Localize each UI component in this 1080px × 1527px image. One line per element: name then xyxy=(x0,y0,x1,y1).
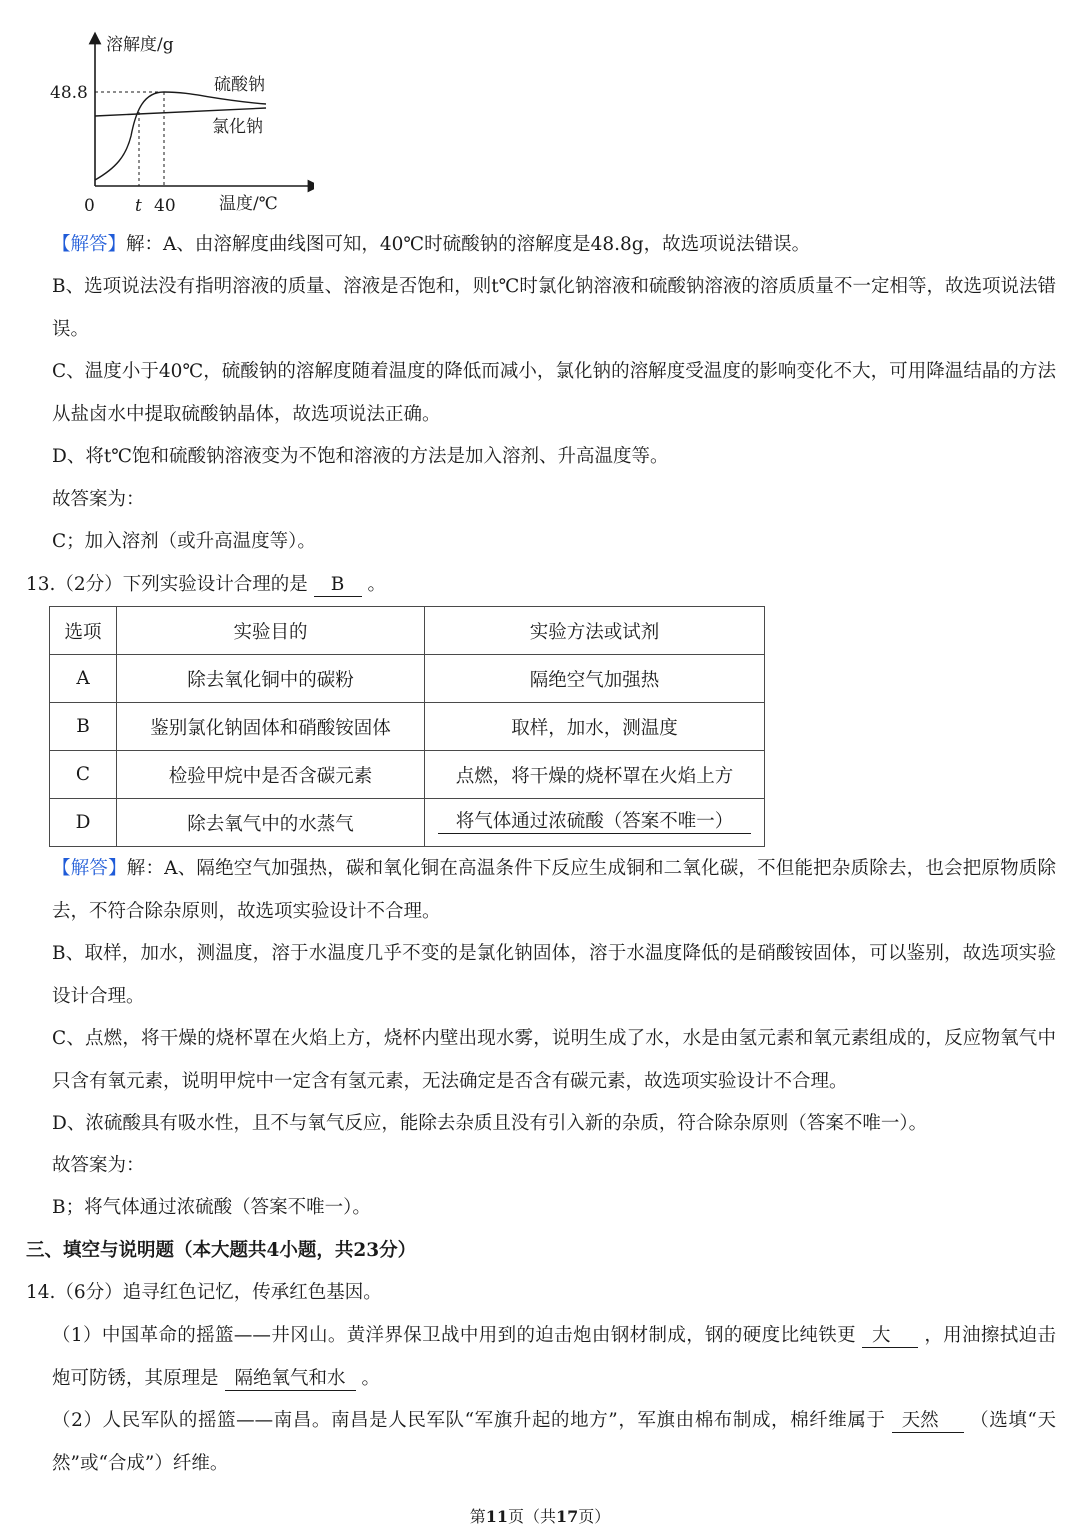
answer-tag: 【解答】 xyxy=(52,234,127,255)
q13-stem-text: 13.（2分）下列实验设计合理的是 xyxy=(26,574,308,595)
y-axis-label: 溶解度/g xyxy=(106,35,174,55)
q13-stem-end: 。 xyxy=(367,574,386,595)
q14-p1-text: ，用油擦拭迫击炮可防锈，其原理是 xyxy=(52,1325,1056,1389)
y-value-label: 48.8 xyxy=(50,83,88,103)
experiment-table xyxy=(49,606,765,847)
table-row xyxy=(50,751,765,799)
q14-blank-3: 天然 xyxy=(892,1410,964,1433)
table-cell: 鉴别氯化钠固体和硝酸铵固体 xyxy=(117,703,425,751)
table-cell xyxy=(425,799,765,847)
table-cell: 检验甲烷中是否含碳元素 xyxy=(117,751,425,799)
q13-answer-c: C、点燃，将干燥的烧杯罩在火焰上方，烧杯内壁出现水雾，说明生成了水，水是由氢元素和氧元素组成的，反应物氧气中只含有氧元素，说明甲烷中一定含有氢元素，无法确定是否含有碳元素，故选项实验设计不合理。 xyxy=(52,1028,1056,1092)
page-footer xyxy=(0,1504,1080,1527)
t-label: t xyxy=(135,196,142,216)
q12-answer-b: B、选项说法没有指明溶液的质量、溶液是否饱和，则t℃时氯化钠溶液和硫酸钠溶液的溶质质量不一定相等，故选项说法错误。 xyxy=(52,276,1056,340)
footer-text: 页（共 xyxy=(507,1507,556,1526)
table-cell: 除去氧气中的水蒸气 xyxy=(117,799,425,847)
q12-answer-so: 故答案为： xyxy=(52,489,145,510)
q13-answer-d: D、浓硫酸具有吸水性，且不与氧气反应，能除去杂质且没有引入新的杂质，符合除杂原则（答案不唯一）。 xyxy=(52,1113,928,1134)
q13-answer-so: 故答案为： xyxy=(52,1155,145,1176)
table-cell: 除去氧化铜中的碳粉 xyxy=(117,655,425,703)
answer-text: 解：A、隔绝空气加强热，碳和氧化铜在高温条件下反应生成铜和二氧化碳，不但能把杂质除去，也会把原物质除去，不符合除杂原则，故选项实验设计不合理。 xyxy=(52,858,1056,922)
table-cell: 取样，加水，测温度 xyxy=(425,703,765,751)
answer-tag: 【解答】 xyxy=(52,858,127,879)
table-answer-blank: 将气体通过浓硫酸（答案不唯一） xyxy=(438,811,752,834)
table-cell: B xyxy=(50,703,117,751)
table-header-cell: 实验方法或试剂 xyxy=(425,607,765,655)
section-title: 三、填空与说明题（本大题共4小题，共23分） xyxy=(26,1240,417,1261)
q12-answer-a xyxy=(52,224,1056,267)
footer-text: 页） xyxy=(578,1507,611,1526)
q13-stem xyxy=(26,564,1030,607)
q14-p2-text: （选填“天然”或“合成”）纤维。 xyxy=(52,1410,1056,1474)
sodium-chloride-curve xyxy=(95,108,266,116)
table-header-row xyxy=(50,607,765,655)
q14-p1-text: 。 xyxy=(361,1367,381,1389)
q14-p2-text: （2）人民军队的摇篮——南昌。南昌是人民军队“军旗升起的地方”，军旗由棉布制成，棉纤维属于 xyxy=(52,1410,886,1431)
table-cell: C xyxy=(50,751,117,799)
x-40-label: 40 xyxy=(154,196,176,216)
table-cell: 点燃，将干燥的烧杯罩在火焰上方 xyxy=(425,751,765,799)
table-cell: D xyxy=(50,799,117,847)
footer-text: 第 xyxy=(469,1507,486,1526)
q12-answer-final: C；加入溶剂（或升高温度等）。 xyxy=(52,531,316,552)
q14-stem: 14.（6分）追寻红色记忆，传承红色基因。 xyxy=(26,1282,382,1303)
table-row xyxy=(50,655,765,703)
table-header-cell: 选项 xyxy=(50,607,117,655)
q12-answer-d: D、将t℃饱和硫酸钠溶液变为不饱和溶液的方法是加入溶剂、升高温度等。 xyxy=(52,446,669,467)
series-1-label: 硫酸钠 xyxy=(214,75,265,95)
table-header-cell: 实验目的 xyxy=(117,607,425,655)
q14-blank-1: 大 xyxy=(862,1325,918,1348)
table-row xyxy=(50,703,765,751)
origin-label: 0 xyxy=(84,196,95,216)
footer-page: 11 xyxy=(485,1507,508,1526)
q14-part-2 xyxy=(52,1400,1056,1485)
x-axis-label: 温度/℃ xyxy=(219,194,278,214)
q14-part-1 xyxy=(52,1315,1056,1400)
table-row xyxy=(50,799,765,847)
q13-answer-final: B；将气体通过浓硫酸（答案不唯一）。 xyxy=(52,1197,371,1218)
q13-answer-a xyxy=(52,848,1056,933)
q12-answer-c: C、温度小于40℃，硫酸钠的溶解度随着温度的降低而减小，氯化钠的溶解度受温度的影响变化不大，可用降温结晶的方法从盐卤水中提取硫酸钠晶体，故选项说法正确。 xyxy=(52,361,1056,425)
solubility-chart xyxy=(44,28,314,223)
q13-answer-blank: B xyxy=(314,574,362,597)
q14-blank-2: 隔绝氧气和水 xyxy=(225,1368,356,1391)
table-cell: A xyxy=(50,655,117,703)
footer-total: 17 xyxy=(556,1507,579,1526)
q13-answer-b: B、取样，加水，测温度，溶于水温度几乎不变的是氯化钠固体，溶于水温度降低的是硝酸铵固体，可以鉴别，故选项实验设计合理。 xyxy=(52,943,1056,1007)
q14-p1-text: （1）中国革命的摇篮——井冈山。黄洋界保卫战中用到的迫击炮由钢材制成，钢的硬度比纯铁更 xyxy=(52,1325,856,1346)
series-2-label: 氯化钠 xyxy=(212,117,263,137)
answer-text: 解：A、由溶解度曲线图可知，40℃时硫酸钠的溶解度是48.8g，故选项说法错误。 xyxy=(126,234,811,255)
table-cell: 隔绝空气加强热 xyxy=(425,655,765,703)
